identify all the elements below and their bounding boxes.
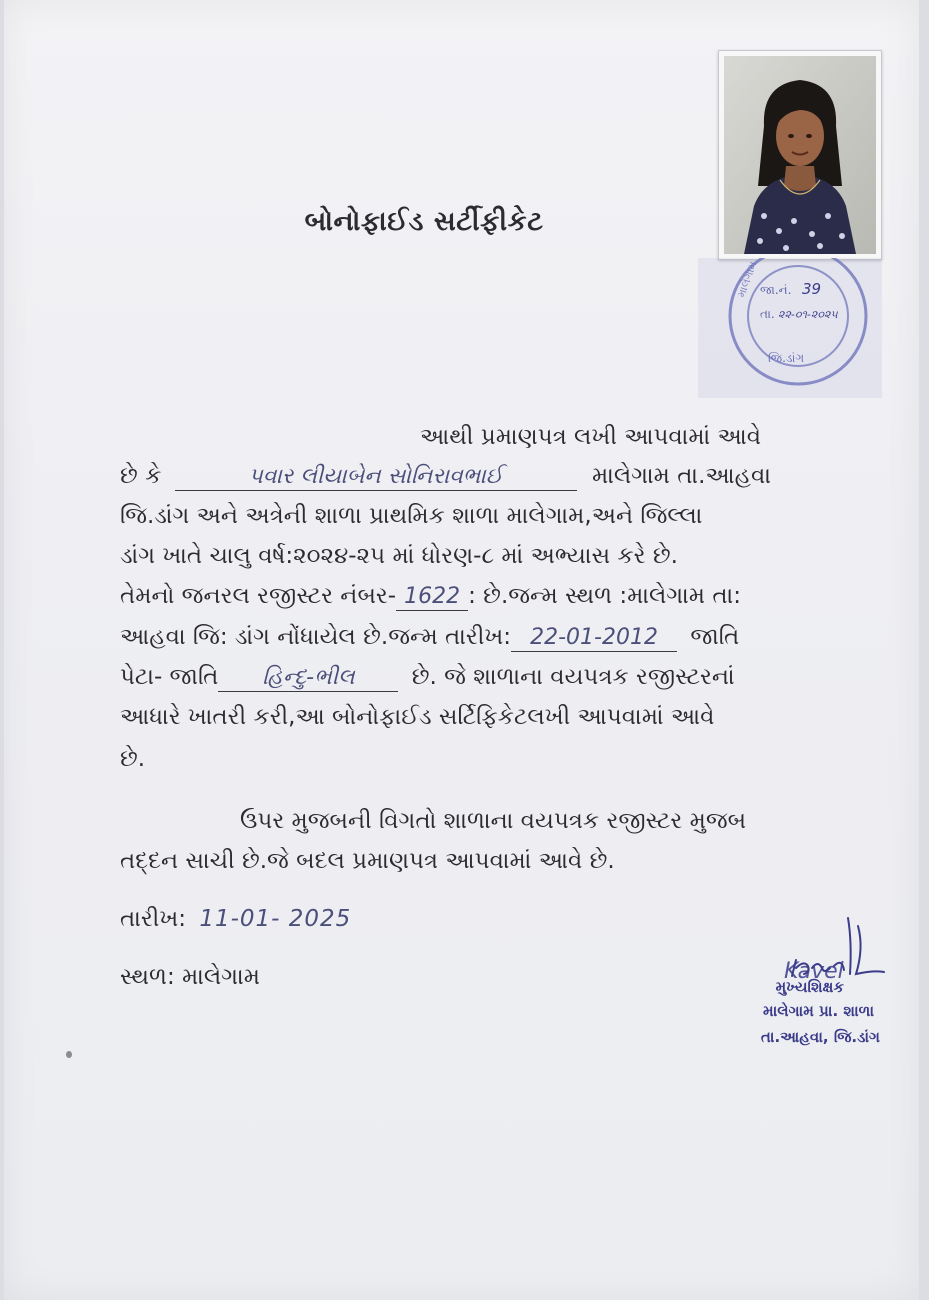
place-row — [120, 964, 260, 990]
date-row — [120, 906, 351, 932]
para1-line4: ડાંગ ખાતે ચાલુ વર્ષ:૨૦૨૪-૨૫ માં ધોરણ-૮ માં અભ્યાસ કરે છે. — [120, 543, 678, 569]
para1-line5-suffix: : છે.જન્મ સ્થળ :માલેગામ તા: — [468, 583, 741, 609]
para1-line2-prefix: છે કે — [120, 463, 162, 489]
stamp-inward-label: જા.નં. — [760, 283, 792, 297]
place-label: સ્થળ: — [120, 964, 175, 990]
caste-handwritten: હિન્દુ-ભીલ — [218, 665, 398, 692]
para1-line6 — [120, 624, 739, 652]
para1-line6-suffix: જાતિ — [690, 624, 740, 650]
stamp-ring-text: માલેગામ — [734, 259, 760, 300]
issue-date-handwritten: 11-01- 2025 — [199, 906, 352, 932]
date-label: તારીખ: — [120, 906, 187, 932]
register-number-handwritten: 1622 — [396, 584, 468, 611]
signature-scrawl — [724, 912, 914, 982]
signature-text: Kavel — [784, 959, 844, 982]
place-value: માલેગામ — [182, 964, 260, 990]
certificate-title: બોનોફાઈડ સર્ટીફીકેટ — [304, 206, 544, 237]
para1-line5 — [120, 583, 741, 611]
birth-date-handwritten: 22-01-2012 — [511, 625, 677, 652]
para1-line9: છે. — [120, 746, 146, 772]
student-name-handwritten: પવાર લીયાબેન સોનિરાવભાઈ — [175, 464, 577, 491]
para1-line1: આથી પ્રમાણપત્ર લખી આપવામાં આવે — [420, 424, 762, 450]
stamp-inward-number: 39 — [802, 280, 822, 298]
certificate-paper — [4, 0, 919, 1300]
para2-line2: તદ્દન સાચી છે.જે બદલ પ્રમાણપત્ર આપવામાં આવે છે. — [120, 848, 615, 874]
stamp-date-label: તા. — [760, 307, 775, 321]
stamp-date: ૨૨-૦૧-૨૦૨૫ — [778, 308, 838, 321]
para1-line3: જિ.ડાંગ અને અત્રેની શાળા પ્રાથમિક શાળા માલેગામ,અને જિલ્લા — [120, 503, 703, 529]
designation: મુખ્યશિક્ષક — [775, 978, 844, 996]
para1-line7-prefix: પેટા- જાતિ — [120, 664, 219, 690]
headmaster-signature-block — [724, 912, 914, 1052]
school-name: માલેગામ પ્રા. શાળા — [763, 1002, 874, 1020]
school-stamp — [698, 258, 882, 398]
school-address: તા.આહવા, જિ.ડાંગ — [760, 1028, 880, 1046]
para1-line8: આધારે ખાતરી કરી,આ બોનોફાઈડ સર્ટિફિકેટલખી આપવામાં આવે — [120, 704, 715, 730]
para2-line1: ઉપર મુજબની વિગતો શાળાના વયપત્રક રજીસ્ટર મુજબ — [240, 808, 747, 834]
para1-line5-prefix: તેમનો જનરલ રજીસ્ટર નંબર- — [120, 583, 397, 609]
para1-line6-prefix: આહવા જિ: ડાંગ નોંધાયેલ છે.જન્મ તારીખ: — [120, 624, 512, 650]
stamp-district: જિ.ડાંગ — [768, 351, 805, 365]
para1-line7-suffix: છે. જે શાળાના વયપત્રક રજીસ્ટરનાં — [411, 664, 735, 690]
paper-speck — [66, 1051, 72, 1058]
para1-line2 — [120, 463, 771, 491]
para1-line7 — [120, 664, 735, 692]
para1-line2-suffix: માલેગામ તા.આહવા — [591, 463, 771, 489]
